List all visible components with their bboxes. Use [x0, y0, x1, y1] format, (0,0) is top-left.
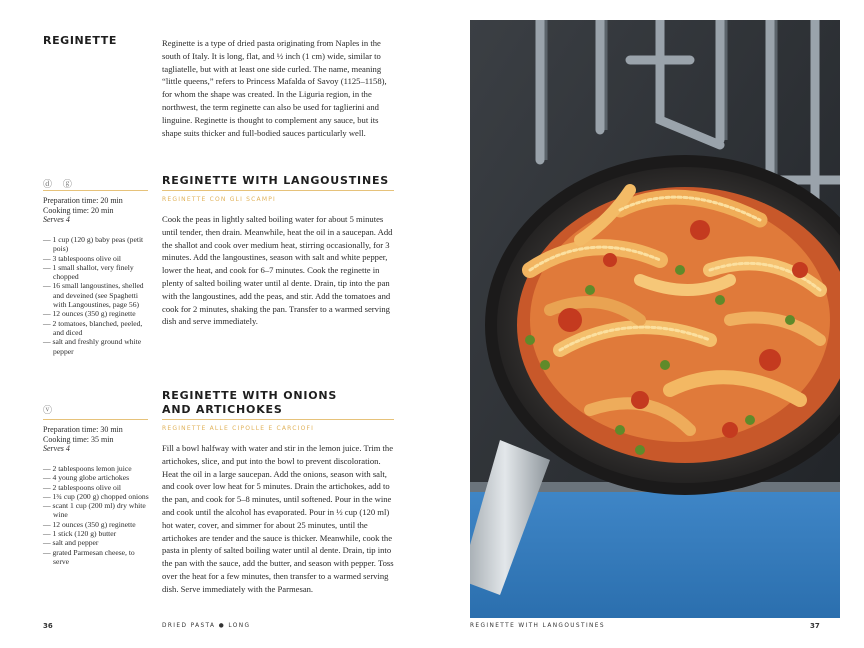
divider: [43, 419, 148, 420]
ingredient: — salt and pepper: [43, 538, 99, 548]
recipe-subtitle: REGINETTE CON GLI SCAMPI: [162, 196, 277, 203]
ingredient: — 2 tablespoons olive oil: [43, 482, 122, 492]
ingredient: — 12 ounces (350 g) reginette: [43, 309, 136, 319]
serves: Serves 4: [43, 215, 70, 225]
recipe-title-line: REGINETTE WITH ONIONS: [162, 389, 338, 402]
cook-time: Cooking time: 20 min: [43, 205, 114, 215]
ingredient: — scant 1 cup (200 ml) dry white wine: [43, 501, 146, 520]
running-footer: DRIED PASTA ● LONG: [162, 623, 251, 629]
recipe-method: Fill a bowl halfway with water and stir in the lemon juice. Trim the artichokes, slice, and put into the bowl to prevent discoloration. Heat the oil in a large saucepan. Add the onions, season with salt, and cook over low heat for 5 minutes. Drain the artichokes, add to the pan, and cook for 5–8 minutes, until softened. Pour in the wine and cook until the alcohol has evaporated. Pour in ½ cup (120 ml) hot water, cover, and simmer for about 25 minutes, until the artichokes are tender and the sauce is thicker. Meanwhile, cook the pasta in plenty of salted boiling water until al dente. Drain, tip into the pan with the sauce, add the butter, and season with pepper. Toss over the heat for a few minutes, then transfer to a warmed serving dish. Serve immediately with the Parmesan.: [162, 443, 394, 594]
ingredient: — grated Parmesan cheese, to serve: [43, 547, 135, 566]
divider: [162, 419, 394, 420]
running-footer: REGINETTE WITH LANGOUSTINES: [470, 623, 605, 629]
ingredient: — 2 tomatoes, blanched, peeled, and diced: [43, 318, 143, 337]
ingredient: — 1 stick (120 g) butter: [43, 529, 117, 539]
recipe-meta: [43, 425, 153, 454]
ingredient: — 1¾ cup (200 g) chopped onions: [43, 491, 149, 501]
prep-time: Preparation time: 20 min: [43, 196, 123, 205]
recipe-title-line: AND ARTICHOKES: [162, 403, 283, 416]
section-intro: Reginette is a type of dried pasta originating from Naples in the south of Italy. It is long, flat, and ½ inch (1 cm) wide, similar to tagliatelle, but with at least one side curled. The name, meaning “little queens,” refers to Princess Mafalda of Savoy (1125–1158), for whom the shape was created. In the Liguria region, in the northwest, the term reginette can also be used for taglierini and linguine. Reginette is thought to complement any sauce, but its shape suits thicker and full-bodied sauces particularly well.: [162, 38, 387, 138]
recipe-subtitle: REGINETTE ALLE CIPOLLE E CARCIOFI: [162, 425, 315, 432]
diet-icons: ⓥ: [43, 406, 57, 416]
recipe-title: REGINETTE WITH LANGOUSTINES: [162, 174, 389, 187]
ingredient: — 16 small langoustines, shelled and deveined (see Spaghetti with Langoustines, page 56): [43, 281, 144, 310]
cook-time: Cooking time: 35 min: [43, 434, 114, 444]
serves: Serves 4: [43, 444, 70, 454]
ingredient: — 4 young globe artichokes: [43, 473, 130, 483]
ingredient: — 1 small shallot, very finely chopped: [43, 262, 134, 282]
ingredient: — 1 cup (120 g) baby peas (petit pois): [43, 235, 144, 254]
photo-illustration: [470, 20, 840, 618]
recipe-meta: [43, 196, 153, 225]
ingredient: — salt and freshly ground white pepper: [43, 337, 142, 356]
ingredient: — 3 tablespoons olive oil: [43, 253, 122, 263]
diet-icons: ⓓ ⓖ: [43, 180, 76, 190]
ingredient: — 2 tablespoons lemon juice: [43, 464, 132, 473]
page-number: 37: [810, 622, 820, 630]
ingredient-list: [43, 235, 151, 356]
divider: [162, 190, 394, 191]
recipe-title: [162, 389, 397, 417]
ingredient-list: [43, 464, 151, 566]
divider: [43, 190, 148, 191]
pasta-pan-photo: [470, 20, 840, 618]
prep-time: Preparation time: 30 min: [43, 425, 123, 434]
section-title: REGINETTE: [43, 34, 117, 47]
recipe-method: Cook the peas in lightly salted boiling water for about 5 minutes until tender, then drain. Meanwhile, heat the oil in a saucepan. Add the shallot and cook over medium heat, stirring occasionally, for 3 minutes. Add the langoustines, season with salt and white pepper, lower the heat, and cook for 6–7 minutes. Cook the reginette in plenty of salted boiling water until al dente. Drain, tip into the pan with the langoustines, add the peas, and stir. Add the tomatoes and cook for 2 minutes, shaking the pan. Transfer to a warmed serving dish and serve immediately.: [162, 214, 393, 327]
page-number: 36: [43, 622, 53, 630]
ingredient: — 12 ounces (350 g) reginette: [43, 519, 136, 529]
